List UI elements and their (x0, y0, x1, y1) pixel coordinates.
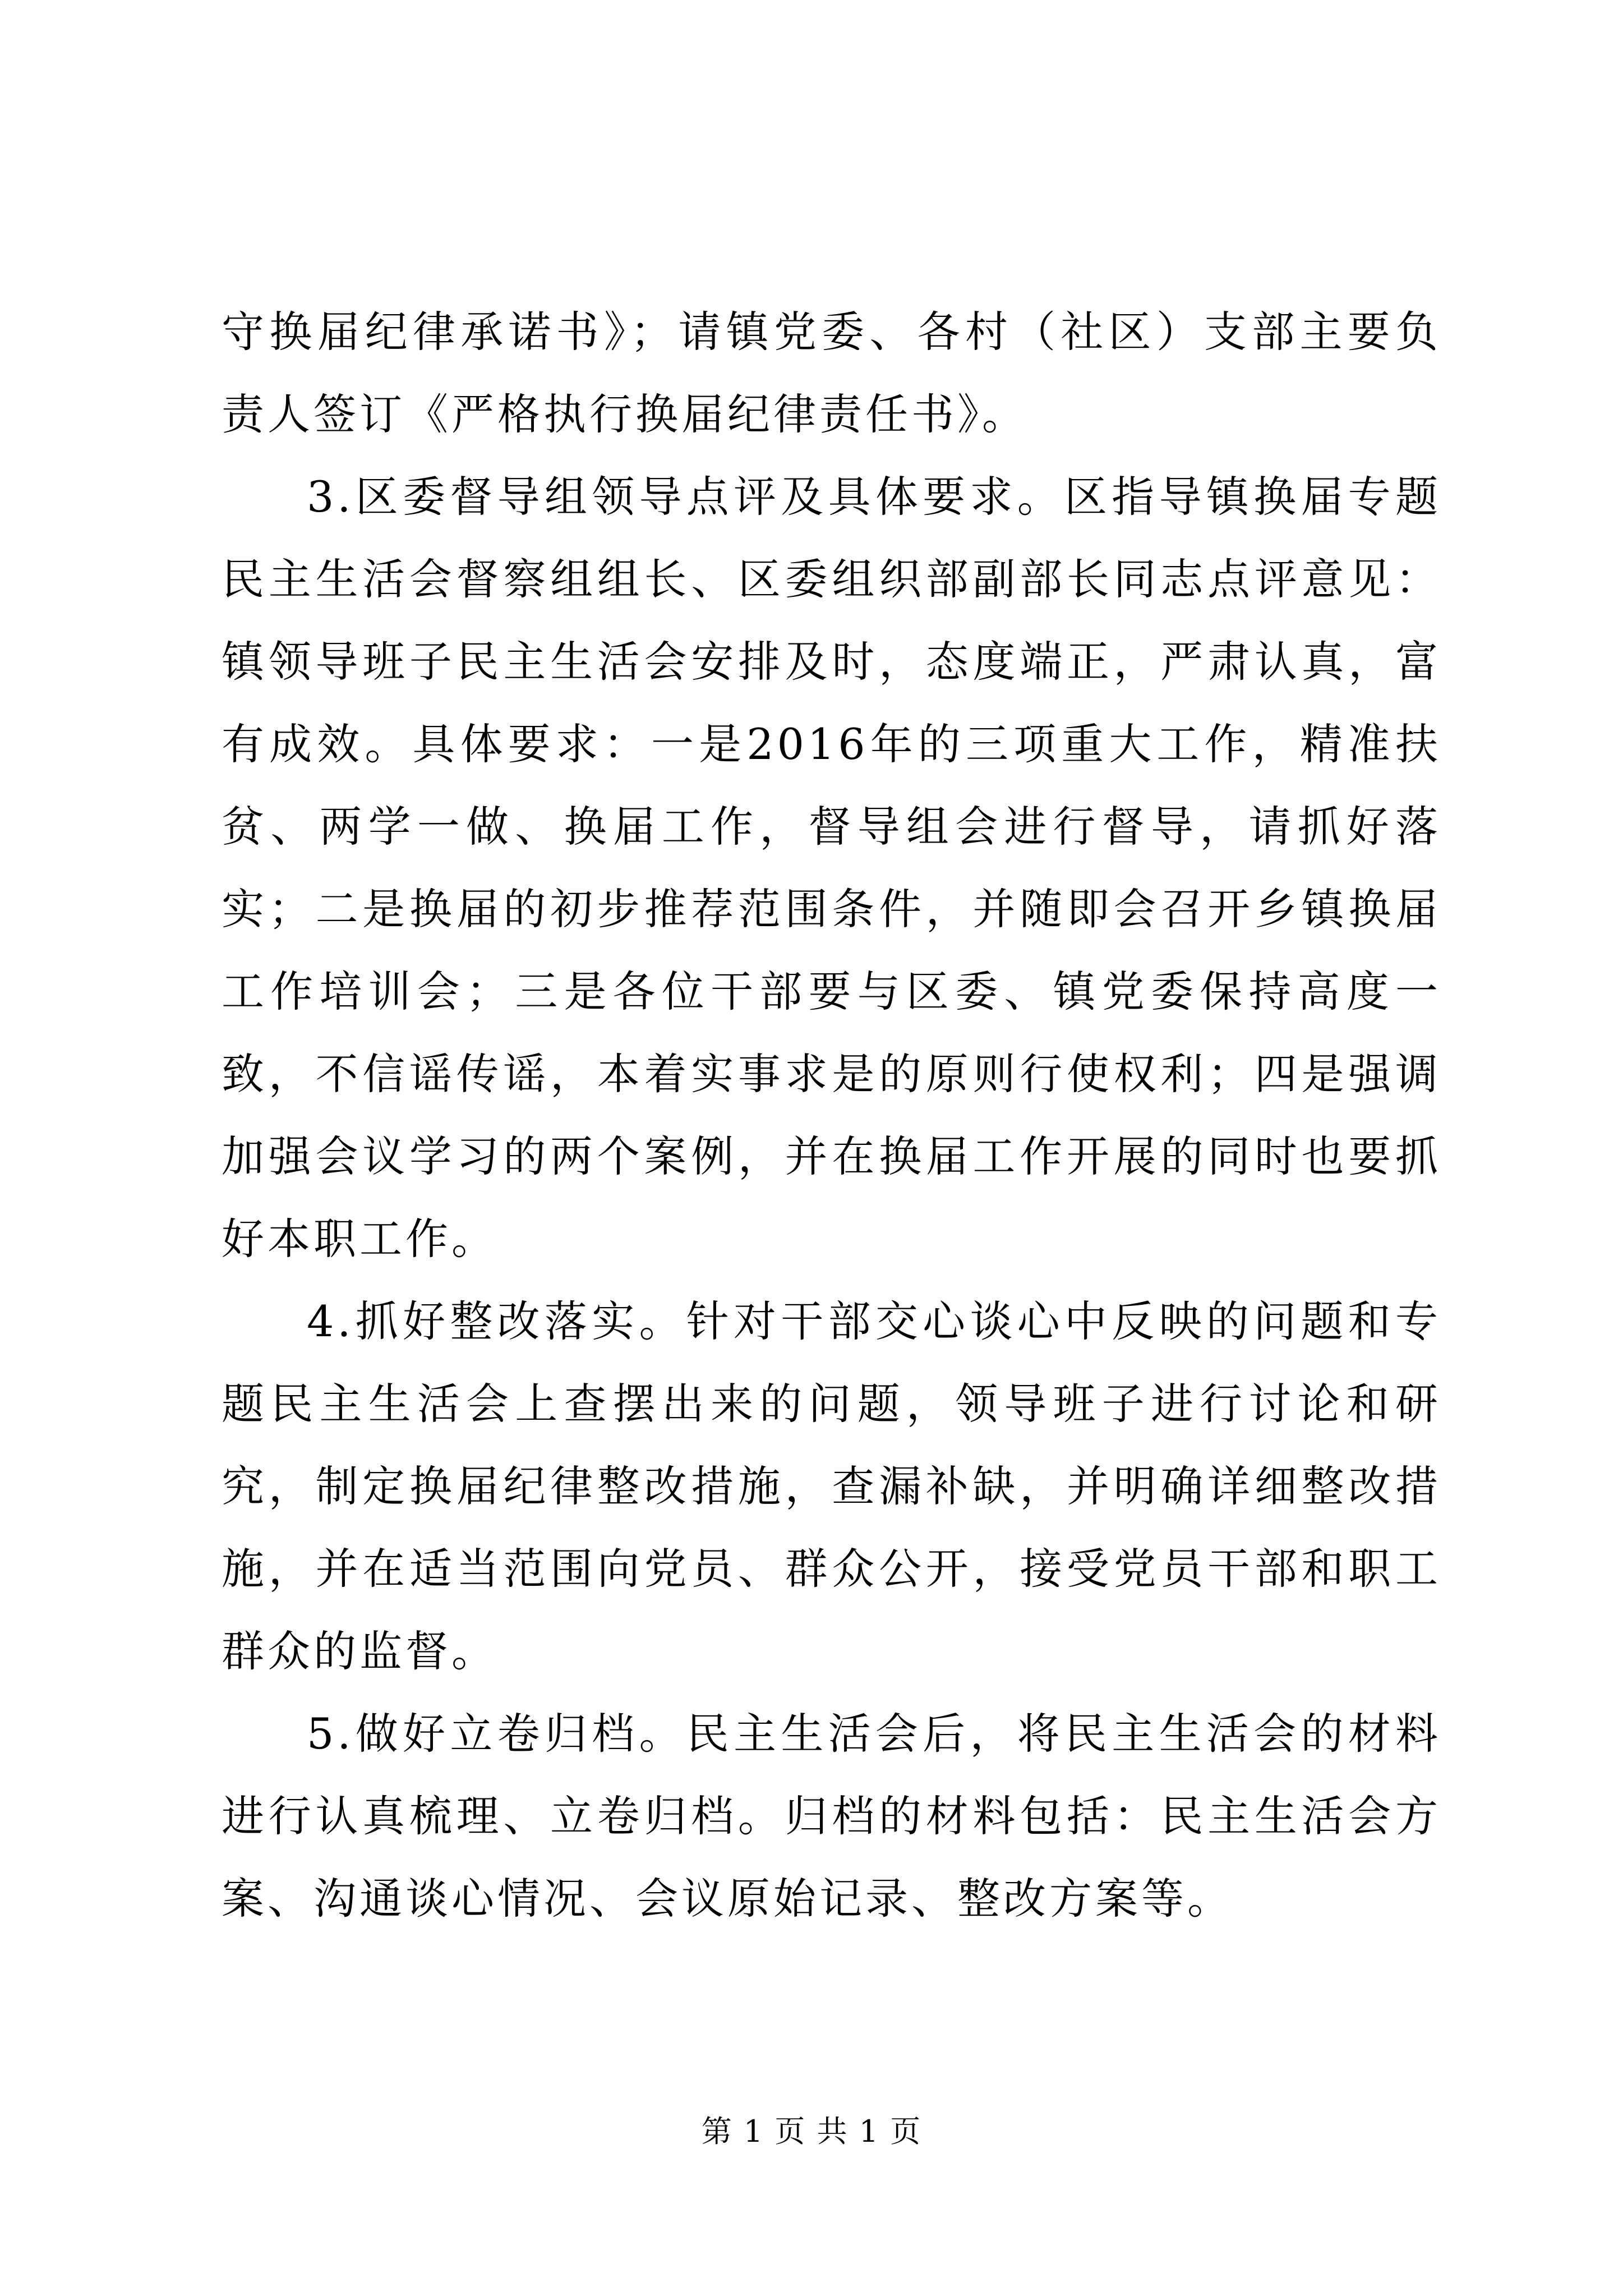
paragraph-item-5: 5.做好立卷归档。民主生活会后，将民主生活会的材料进行认真梳理、立卷归档。归档的材料包括：民主生活会方案、沟通谈心情况、会议原始记录、整改方案等。 (222, 1709, 1441, 1924)
paragraph-item-4: 4.抓好整改落实。针对干部交心谈心中反映的问题和专题民主生活会上查摆出来的问题，领导班子进行讨论和研究，制定换届纪律整改措施，查漏补缺，并明确详细整改措施，并在适当范围向党员、群众公开，接受党员干部和职工群众的监督。 (222, 1296, 1441, 1676)
document-body (222, 291, 1441, 1940)
paragraph-item-3: 3.区委督导组领导点评及具体要求。区指导镇换届专题民主生活会督察组组长、区委组织部副部长同志点评意见：镇领导班子民主生活会安排及时，态度端正，严肃认真，富有成效。具体要求：一是2016年的三项重大工作，精准扶贫、两学一做、换届工作，督导组会进行督导，请抓好落实；二是换届的初步推荐范围条件，并随即会召开乡镇换届工作培训会；三是各位干部要与区委、镇党委保持高度一致，不信谣传谣，本着实事求是的原则行使权利；四是强调加强会议学习的两个案例，并在换届工作开展的同时也要抓好本职工作。 (222, 472, 1441, 1264)
paragraph-continuation: 守换届纪律承诺书》；请镇党委、各村（社区）支部主要负责人签订《严格执行换届纪律责任书》。 (222, 307, 1441, 439)
page-number-footer: 第 1 页 共 1 页 (701, 2114, 922, 2149)
